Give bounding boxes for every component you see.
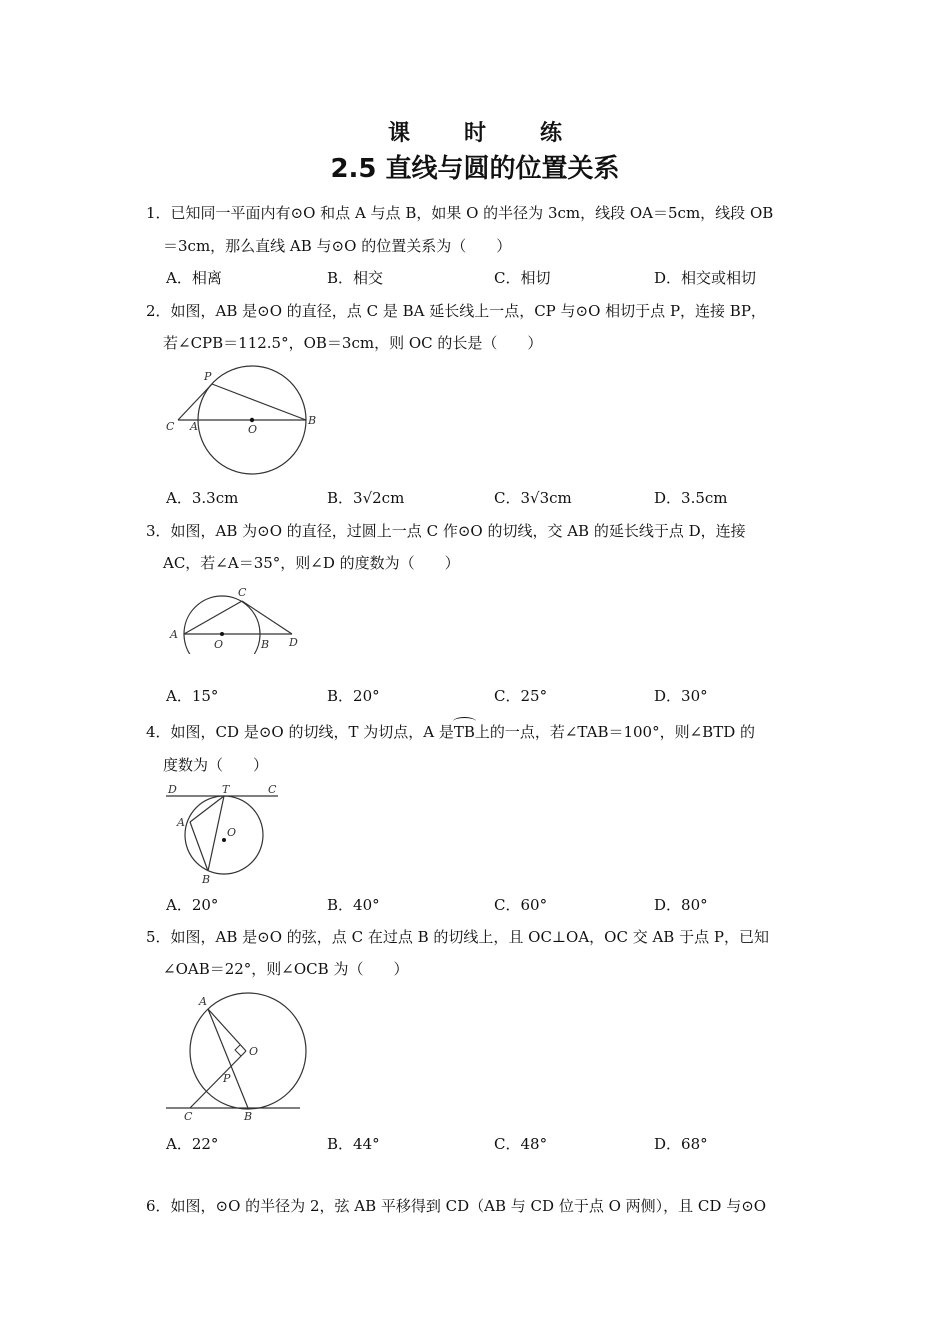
option-b[interactable]: B．20° [327,687,380,705]
label-p: P [223,1072,231,1085]
label-t: T [222,783,230,796]
point-o [222,838,226,842]
label-d: D [289,636,298,649]
label-c: C [184,1110,193,1123]
point-o [220,632,224,636]
line-ac [184,601,242,634]
option-d[interactable]: D．30° [654,687,708,705]
option-c[interactable]: C．48° [494,1135,548,1153]
line-pb [212,384,306,420]
question-text-line: 5．如图，AB 是⊙O 的弦，点 C 在过点 B 的切线上，且 OC⊥OA，OC 交 AB 于点 P，已知 [146,928,769,946]
option-a[interactable]: A．22° [166,1135,219,1153]
option-c[interactable]: C．60° [494,896,548,914]
question-text-line: ∠OAB＝22°，则∠OCB 为（ ） [163,960,409,978]
circle-o [185,796,263,874]
question-text-line: AC，若∠A＝35°，则∠D 的度数为（ ） [163,554,460,572]
label-b: B [261,638,270,651]
option-b[interactable]: B．44° [327,1135,380,1153]
question-text-line: ＝3cm，那么直线 AB 与⊙O 的位置关系为（ ） [163,237,512,255]
line-oc [190,1051,246,1108]
line-ab [208,1009,248,1108]
option-a[interactable]: A．相离 [166,269,222,287]
label-b: B [202,873,211,886]
question-text-line: 6．如图，⊙O 的半径为 2，弦 AB 平移得到 CD（AB 与 CD 位于点 O 两侧），且 CD 与⊙O [146,1197,767,1215]
right-angle-mark [235,1045,241,1056]
option-b[interactable]: B．相交 [327,269,384,287]
option-a[interactable]: A．15° [166,687,219,705]
label-a: A [199,995,207,1008]
option-a[interactable]: A．3.3cm [166,489,239,507]
option-b[interactable]: B．40° [327,896,380,914]
line-cd [242,601,292,634]
label-b: B [244,1110,253,1123]
option-c[interactable]: C．相切 [494,269,551,287]
label-d: D [168,783,177,796]
label-a: A [177,816,185,829]
label-o: O [214,638,224,651]
figure-q5 [160,990,310,1124]
option-d[interactable]: D．3.5cm [654,489,728,507]
circle-o [190,993,306,1109]
label-b: B [308,414,317,427]
option-a[interactable]: A．20° [166,896,219,914]
worksheet-subtitle: 课 时 练 [387,120,578,146]
line-cp [178,384,212,420]
option-d[interactable]: D．相交或相切 [654,269,757,287]
point-o [250,418,254,422]
option-d[interactable]: D．68° [654,1135,708,1153]
arc-tb: TB [453,723,475,741]
line-tb [208,796,224,871]
label-o: O [227,826,237,839]
label-c: C [166,420,175,433]
label-a: A [170,628,178,641]
option-c[interactable]: C．3√3cm [494,489,572,507]
question-text-line: 4．如图，CD 是⊙O 的切线，T 为切点，A 是TB上的一点，若∠TAB＝100°，则∠BTD 的 [146,723,755,741]
question-text-line: 2．如图，AB 是⊙O 的直径，点 C 是 BA 延长线上一点，CP 与⊙O 相切于点 P，连接 BP， [146,302,766,320]
question-text-line: 若∠CPB＝112.5°，OB＝3cm，则 OC 的长是（ ） [163,334,543,352]
label-p: P [204,370,212,383]
label-c: C [268,783,277,796]
question-text-line: 3．如图，AB 为⊙O 的直径，过圆上一点 C 作⊙O 的切线，交 AB 的延长线于点 D，连接 [146,522,746,540]
line-ab [190,822,208,871]
figure-q2 [160,362,330,478]
figure-q4 [160,782,290,888]
option-d[interactable]: D．80° [654,896,708,914]
question-text-line: 度数为（ ） [163,756,269,774]
figure-q3 [160,582,310,654]
line-ao [208,1009,246,1051]
question-text-line: 1．已知同一平面内有⊙O 和点 A 与点 B，如果 O 的半径为 3cm，线段 OA＝5cm，线段 OB [146,204,774,222]
option-c[interactable]: C．25° [494,687,548,705]
label-o: O [249,1045,259,1058]
label-o: O [248,423,258,436]
label-a: A [190,420,198,433]
worksheet-title: 2.5 直线与圆的位置关系 [330,154,620,184]
option-b[interactable]: B．3√2cm [327,489,405,507]
label-c: C [238,586,247,599]
